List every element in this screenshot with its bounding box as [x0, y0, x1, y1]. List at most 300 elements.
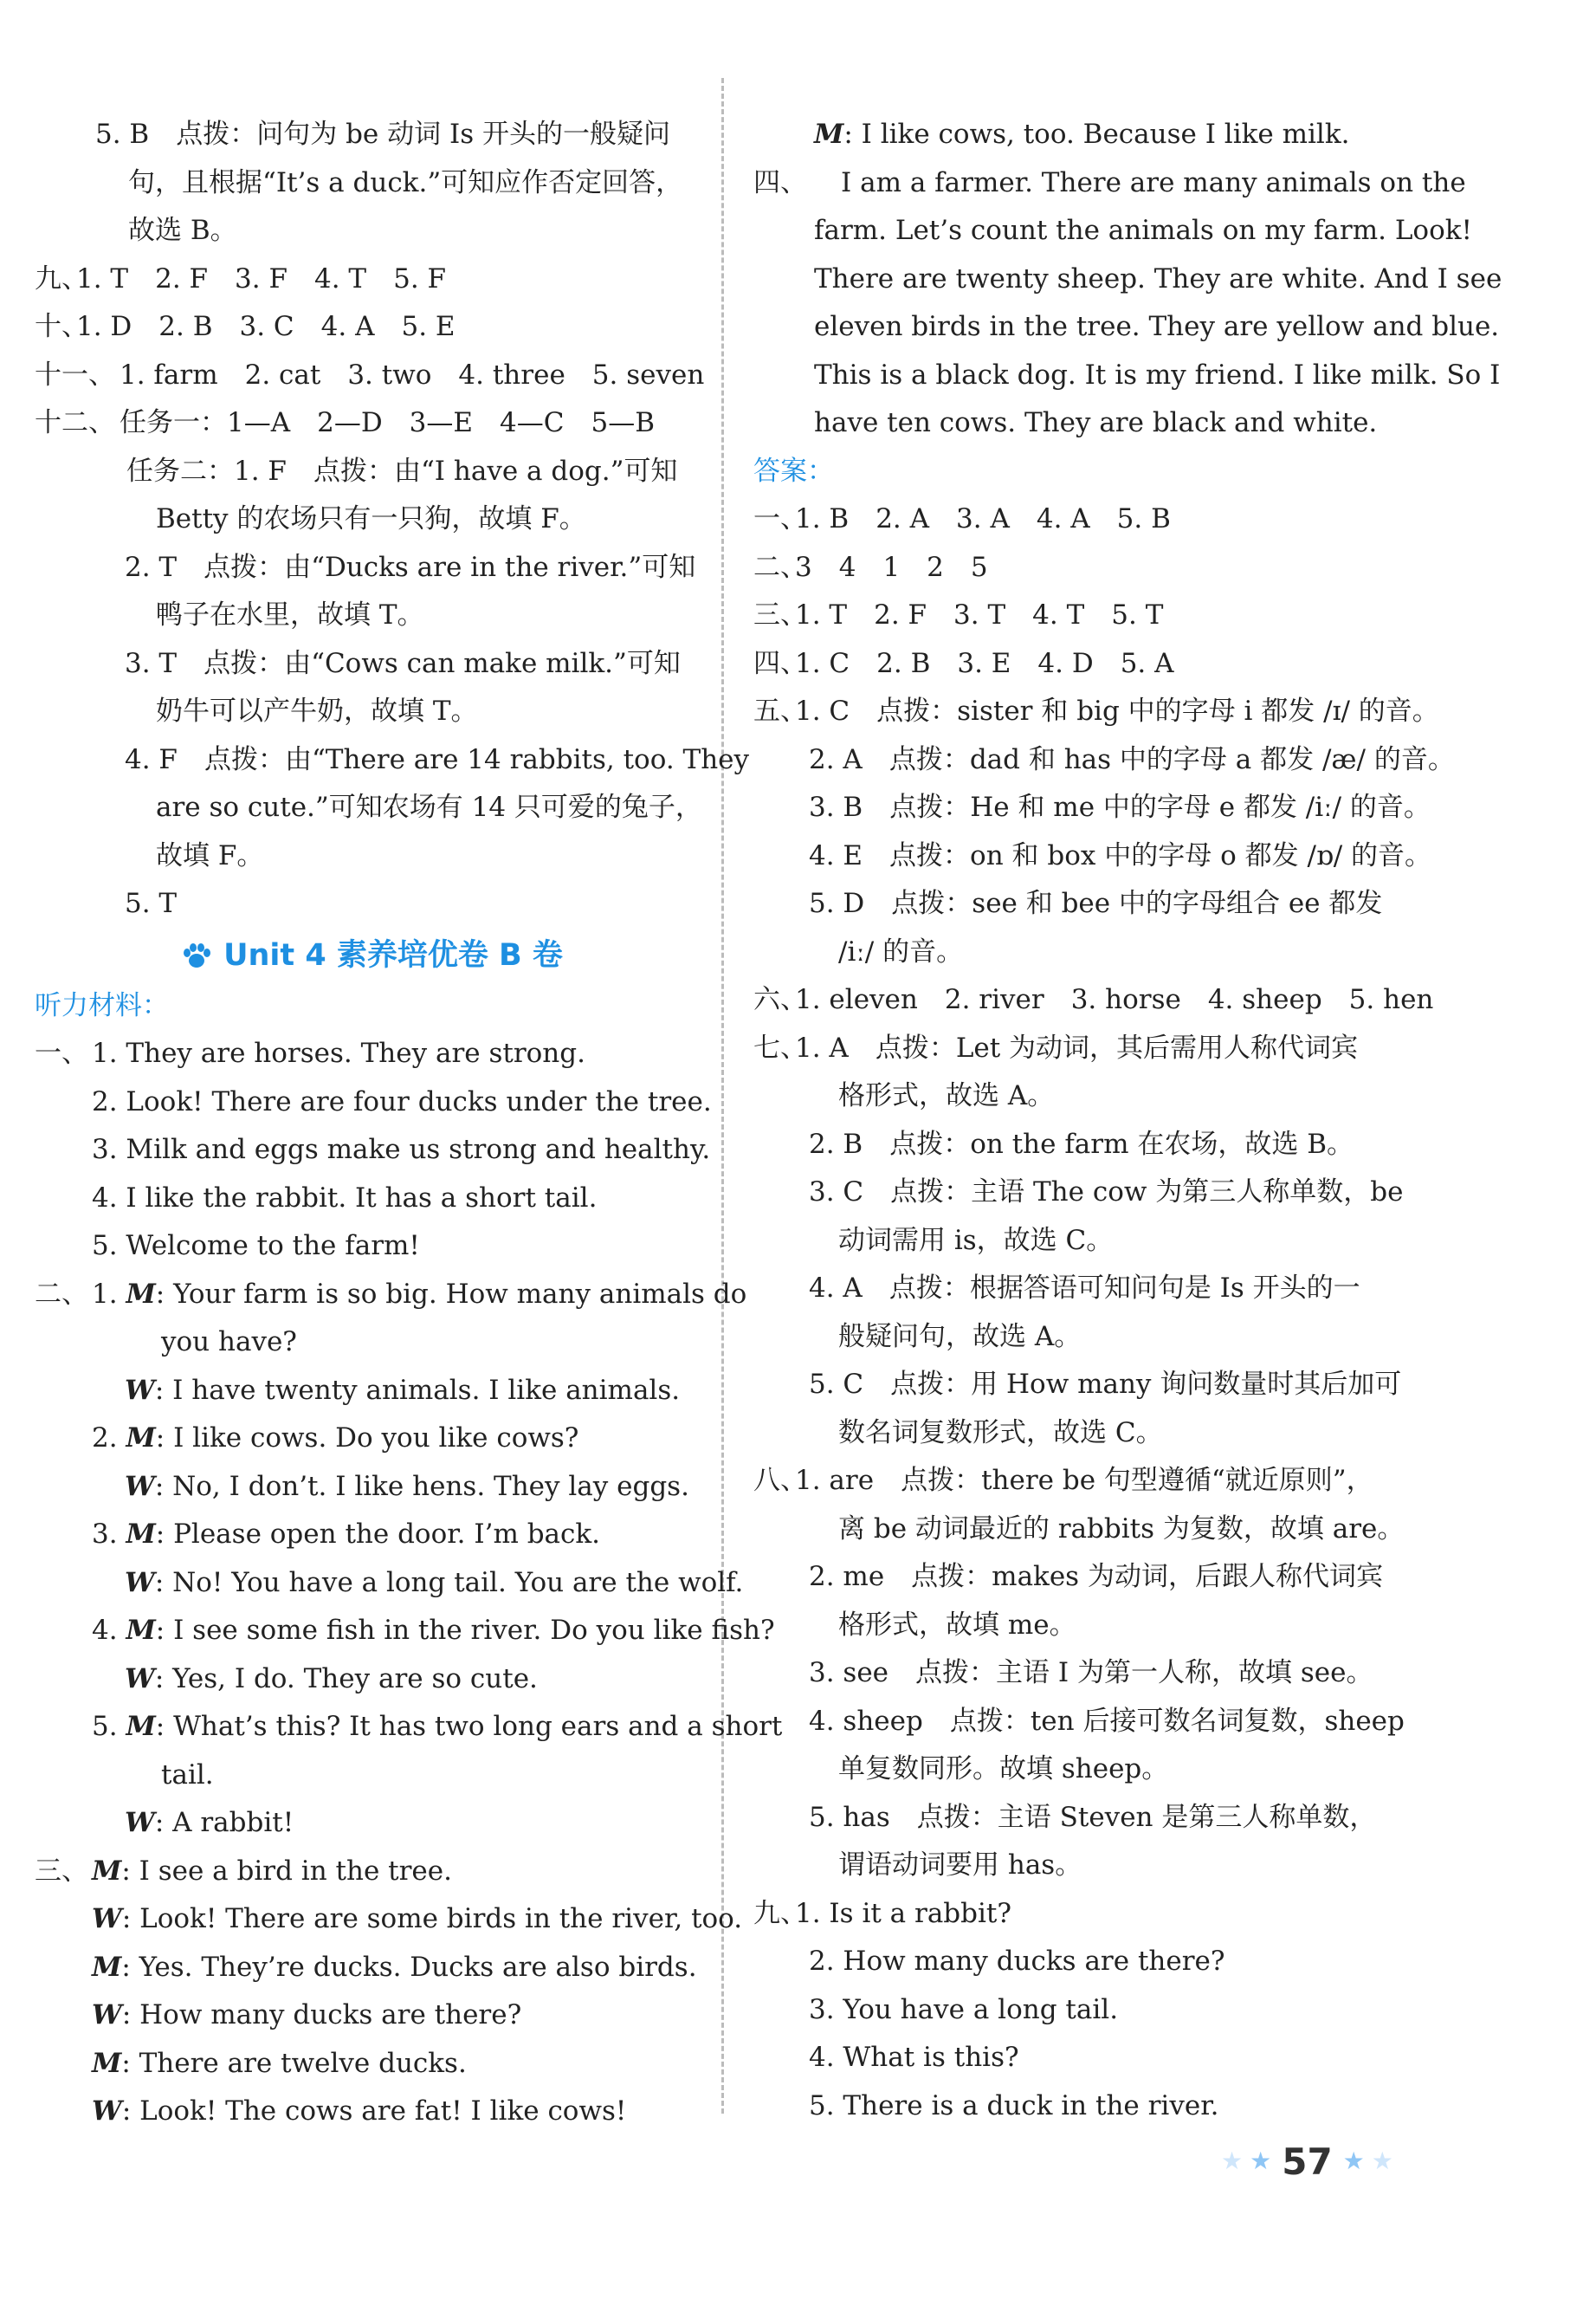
column-divider — [721, 78, 724, 2114]
line-text — [838, 1409, 1163, 1458]
line-text — [125, 1367, 680, 1415]
speaker-label: W — [125, 1566, 155, 1598]
text-line — [753, 784, 1429, 832]
speaker-line: : Please open the door. I’m back. — [155, 1519, 601, 1550]
line-text-main: 2. Look! There are four ducks under the tree. — [92, 1085, 712, 1117]
line-text-main: 2. T 点拨：由“Ducks are in the river.”可知 — [125, 551, 696, 583]
line-text-main: 2. — [92, 1422, 118, 1454]
line-text-main: 离 be 动词最近的 rabbits 为复数，故填 are。 — [838, 1512, 1405, 1545]
line-text — [814, 303, 1499, 352]
line-text — [92, 1271, 746, 1319]
section-marker: 二、 — [753, 551, 807, 583]
line-text — [809, 784, 1431, 832]
listening-lines — [35, 1030, 783, 2136]
line-text — [809, 1986, 1118, 2035]
text-line — [35, 1463, 710, 1512]
text-line — [753, 544, 1429, 593]
line-text-main: 故填 F。 — [156, 839, 264, 871]
text-line — [753, 399, 1429, 448]
text-line — [753, 880, 1429, 929]
line-text-main: 5. There is a duck in the river. — [809, 2089, 1219, 2121]
line-text-main: 动词需用 is，故选 C。 — [838, 1224, 1114, 1256]
text-line — [35, 2088, 710, 2136]
section-marker: 十二、 — [35, 407, 115, 438]
line-text — [156, 495, 586, 544]
speaker-label: W — [125, 1470, 155, 1502]
text-line — [753, 1938, 1429, 1986]
section-marker: 一、 — [35, 1038, 88, 1069]
text-line — [753, 1265, 1429, 1313]
section-marker: 七、 — [753, 1032, 807, 1064]
text-line — [753, 352, 1501, 400]
line-text — [156, 832, 263, 881]
line-text — [809, 1265, 1360, 1313]
line-text — [795, 1890, 1011, 1939]
section-marker: 四、 — [753, 166, 807, 198]
text-line — [753, 736, 1455, 785]
unit-title-text: Unit 4 素养培优卷 B 卷 — [223, 937, 563, 973]
line-text — [795, 1025, 1358, 1073]
line-text — [838, 1745, 1168, 1794]
text-line — [753, 1986, 1429, 2035]
line-text-main: 任务一：1—A 2—D 3—E 4—C 5—B — [120, 407, 655, 438]
line-text-main: 1. D 2. B 3. C 4. A 5. E — [76, 311, 456, 342]
line-text — [809, 2082, 1218, 2131]
star-icon: ★ — [1371, 2147, 1393, 2175]
line-text — [838, 1506, 1404, 1554]
line-text-main: 3 4 1 2 5 — [795, 551, 988, 583]
line-text — [156, 592, 424, 640]
text-line — [35, 256, 710, 304]
line-text — [814, 352, 1500, 400]
text-line — [753, 207, 1472, 256]
line-text — [838, 1072, 1054, 1121]
speaker-line: : I see some fish in the river. Do you like fish? — [155, 1615, 775, 1646]
line-text-main: 1. eleven 2. river 3. horse 4. sheep 5. hen — [795, 984, 1434, 1015]
text-line — [753, 688, 1439, 736]
section-marker: 九、 — [753, 1897, 807, 1929]
text-line — [753, 1121, 1429, 1169]
text-line — [753, 1602, 1429, 1650]
line-text-main: 4. sheep 点拨：ten 后接可数名词复数，sheep — [809, 1705, 1405, 1737]
line-text-main: 1. B 2. A 3. A 4. A 5. B — [795, 503, 1171, 534]
star-icon: ★ — [1221, 2147, 1244, 2175]
text-line — [753, 1361, 1429, 1409]
speaker-label: M — [126, 1278, 156, 1310]
section-marker: 十、 — [35, 311, 88, 342]
line-text-main: 3. see 点拨：主语 I 为第一人称，故填 see。 — [809, 1657, 1373, 1688]
text-line — [35, 1222, 710, 1271]
line-text-main: 1. Is it a rabbit? — [795, 1897, 1011, 1929]
line-text-main: 谓语动词要用 has。 — [838, 1849, 1082, 1881]
text-line — [35, 1991, 710, 2040]
line-text-main: 1. C 点拨：sister 和 big 中的字母 i 都发 /ɪ/ 的音。 — [795, 696, 1439, 727]
line-text — [161, 1752, 214, 1800]
line-text — [92, 1848, 452, 1896]
text-line — [753, 832, 1432, 881]
text-line — [35, 1752, 710, 1800]
line-text — [125, 1799, 294, 1848]
section-marker: 二、 — [35, 1278, 88, 1310]
text-line — [753, 1072, 1429, 1121]
speaker-line: : No! You have a long tail. You are the wolf. — [154, 1566, 744, 1598]
line-text-main: 4. F 点拨：由“There are 14 rabbits, too. They — [125, 743, 750, 775]
text-line — [753, 976, 1434, 1025]
line-text — [92, 1222, 420, 1271]
answers-label: 答案： — [753, 455, 834, 487]
line-text-main: 3. Milk and eggs make us strong and healthy. — [92, 1134, 711, 1165]
right-column — [753, 111, 1502, 2130]
text-line — [753, 1313, 1429, 1362]
line-text-main: 4. — [92, 1615, 118, 1646]
text-line — [35, 832, 710, 881]
section-marker: 八、 — [753, 1465, 807, 1496]
text-line — [35, 1367, 710, 1415]
text-line — [753, 1890, 1429, 1939]
text-line — [35, 1944, 710, 1992]
line-text — [838, 929, 963, 977]
line-text-main: 1. C 2. B 3. E 4. D 5. A — [795, 647, 1174, 679]
speaker-line: : No, I don’t. I like hens. They lay eggs. — [154, 1470, 689, 1502]
section-marker: 三、 — [35, 1855, 88, 1887]
line-text — [92, 1030, 585, 1078]
text-line — [753, 592, 1429, 640]
line-text-main: 句，且根据“It’s a duck.”可知应作否定回答， — [128, 166, 683, 198]
line-text — [95, 111, 670, 159]
line-text-main: 1. farm 2. cat 3. two 4. three 5. seven — [120, 359, 705, 391]
line-text — [92, 1078, 712, 1127]
page-number-area — [1221, 2135, 1412, 2187]
text-line — [35, 448, 710, 496]
text-line — [35, 640, 710, 689]
line-text — [809, 1698, 1405, 1746]
line-text — [125, 1559, 743, 1608]
star-icon: ★ — [1250, 2147, 1272, 2175]
line-text-main: 格形式，故填 me。 — [838, 1609, 1076, 1641]
speaker-line: : A rabbit! — [154, 1807, 294, 1838]
line-text — [809, 2034, 1019, 2082]
text-line — [753, 1169, 1429, 1217]
line-text-main: 4. What is this? — [809, 2042, 1019, 2073]
text-line — [35, 1511, 710, 1559]
text-line — [753, 2082, 1429, 2131]
line-text-main: are so cute.”可知农场有 14 只可爱的兔子， — [156, 792, 702, 823]
line-text-main: 4. E 点拨：on 和 box 中的字母 o 都发 /ɒ/ 的音。 — [809, 839, 1432, 871]
speaker-label: W — [92, 2095, 122, 2127]
text-line — [35, 111, 710, 159]
line-text — [92, 1895, 742, 1944]
line-text-main: 5. Welcome to the farm! — [92, 1230, 420, 1261]
line-text-main: /iː/ 的音。 — [838, 936, 964, 968]
line-text-main: 般疑问句，故选 A。 — [838, 1320, 1082, 1352]
line-text — [814, 399, 1377, 448]
line-text-main: 3. You have a long tail. — [809, 1993, 1119, 2025]
line-text — [814, 111, 1349, 159]
line-text — [795, 544, 988, 593]
line-text-main: 5. — [92, 1711, 118, 1742]
section-marker: 九、 — [35, 262, 88, 295]
speaker-label: W — [125, 1807, 155, 1838]
line-text-main: 任务二：1. F 点拨：由“I have a dog.”可知 — [126, 455, 678, 487]
text-line — [35, 592, 710, 640]
line-text — [125, 544, 695, 593]
speaker-line: : What’s this? It has two long ears and a short — [155, 1711, 783, 1742]
line-text — [120, 399, 655, 448]
text-line — [753, 2034, 1429, 2082]
line-text — [76, 256, 446, 304]
line-text — [795, 976, 1433, 1025]
line-text — [795, 495, 1171, 544]
text-line — [35, 2040, 710, 2089]
line-text — [809, 1553, 1383, 1602]
line-text-main: 2. B 点拨：on the farm 在农场，故选 B。 — [809, 1128, 1354, 1160]
text-line — [35, 1318, 710, 1367]
speaker-label: W — [92, 1999, 122, 2030]
line-text-main: Betty 的农场只有一只狗，故填 F。 — [156, 503, 586, 534]
line-text-main: 3. B 点拨：He 和 me 中的字母 e 都发 /iː/ 的音。 — [809, 792, 1431, 823]
line-text — [125, 1655, 538, 1704]
line-text — [76, 303, 456, 352]
text-line — [753, 1698, 1429, 1746]
line-text-main: tail. — [161, 1758, 214, 1791]
text-line — [35, 1848, 710, 1896]
star-icon: ★ — [1342, 2147, 1365, 2175]
line-text — [92, 2088, 626, 2136]
line-text-main: I am a farmer. There are many animals on the — [814, 166, 1466, 198]
left-column — [35, 111, 783, 2136]
line-text — [92, 1511, 600, 1559]
line-text-main: 4. A 点拨：根据答语可知问句是 Is 开头的一 — [809, 1273, 1360, 1304]
line-text-main: 5. C 点拨：用 How many 询问数量时其后加可 — [809, 1369, 1402, 1400]
speaker-line: : There are twelve ducks. — [121, 2047, 467, 2079]
line-text-main: 1. T 2. F 3. F 4. T 5. F — [76, 262, 447, 295]
line-text — [92, 1991, 521, 2040]
text-line — [35, 1030, 710, 1078]
text-line — [35, 159, 710, 208]
line-text — [126, 448, 677, 496]
text-line — [753, 929, 1429, 977]
line-text-main: This is a black dog. It is my friend. I like milk. So I — [814, 359, 1501, 391]
line-text — [156, 784, 702, 832]
text-line — [753, 495, 1429, 544]
line-text — [156, 688, 478, 736]
line-text-main: 1. — [92, 1278, 118, 1310]
line-text — [161, 1318, 297, 1367]
line-text — [125, 1463, 689, 1512]
right-answer-lines — [753, 495, 1455, 2130]
text-line — [753, 1457, 1429, 1506]
paw-icon — [182, 943, 211, 969]
line-text — [809, 1794, 1376, 1842]
text-line — [35, 1799, 710, 1848]
speaker-line: : How many ducks are there? — [121, 1999, 522, 2030]
line-text-main: 奶牛可以产牛奶，故填 T。 — [156, 696, 478, 727]
listening-label: 听力材料： — [35, 989, 169, 1021]
speaker-line: : Look! There are some birds in the river, too. — [121, 1903, 743, 1934]
line-text-main: farm. Let’s count the animals on my farm. Look! — [814, 215, 1472, 246]
line-text-main: 3. C 点拨：主语 The cow 为第三人称单数，be — [809, 1176, 1404, 1208]
text-line — [35, 880, 710, 929]
text-line — [753, 640, 1429, 689]
line-text-main: 5. has 点拨：主语 Steven 是第三人称单数， — [809, 1801, 1377, 1833]
line-text-main: 4. I like the rabbit. It has a short tail. — [92, 1182, 598, 1214]
speaker-line: : Look! The cows are fat! I like cows! — [121, 2095, 627, 2127]
line-text — [809, 736, 1455, 785]
line-text-main: have ten cows. They are black and white. — [814, 407, 1378, 438]
line-text — [92, 2040, 467, 2089]
line-text-main: 单复数同形。故填 sheep。 — [838, 1753, 1169, 1784]
line-text — [809, 1649, 1373, 1698]
text-line — [35, 1703, 783, 1752]
line-text-main: 3. T 点拨：由“Cows can make milk.”可知 — [125, 647, 681, 679]
speaker-line: : I have twenty animals. I like animals. — [154, 1374, 681, 1406]
text-line — [35, 1415, 710, 1463]
line-text — [125, 880, 177, 929]
line-text — [92, 1607, 775, 1655]
speaker-line: : Your farm is so big. How many animals do — [155, 1278, 747, 1310]
text-line — [35, 1271, 747, 1319]
line-text — [125, 640, 681, 689]
text-line — [35, 1126, 710, 1175]
line-text-main: 3. — [92, 1519, 118, 1550]
line-text — [838, 1602, 1076, 1650]
text-line — [753, 159, 1466, 208]
text-line — [35, 352, 710, 400]
line-text — [92, 1175, 597, 1223]
line-text-main: 1. They are horses. They are strong. — [92, 1038, 585, 1069]
text-line — [35, 207, 710, 256]
line-text — [92, 1126, 710, 1175]
line-text-main: 鸭子在水里，故填 T。 — [156, 599, 424, 631]
unit-title — [35, 929, 710, 982]
right-listening-lines — [753, 111, 1502, 448]
line-text-main: 1. T 2. F 3. T 4. T 5. T — [795, 599, 1164, 631]
line-text — [838, 1217, 1113, 1266]
speaker-label: M — [126, 1519, 156, 1550]
line-text — [809, 832, 1431, 881]
text-line — [35, 1078, 710, 1127]
line-text — [809, 1938, 1225, 1986]
line-text-main: 数名词复数形式，故选 C。 — [838, 1416, 1163, 1448]
line-text-main: 1. are 点拨：there be 句型遵循“就近原则”， — [795, 1465, 1373, 1496]
speaker-label: M — [126, 1711, 156, 1742]
section-marker: 六、 — [753, 984, 807, 1015]
line-text — [809, 1121, 1354, 1169]
text-line — [35, 688, 710, 736]
line-text — [838, 1842, 1082, 1890]
line-text-main: 格形式，故选 A。 — [838, 1080, 1055, 1111]
section-marker: 一、 — [753, 503, 807, 534]
line-text — [92, 1944, 697, 1992]
text-line — [35, 736, 750, 785]
line-text-main: There are twenty sheep. They are white. And I see — [814, 262, 1502, 295]
text-line — [35, 495, 710, 544]
speaker-line: : Yes. They’re ducks. Ducks are also birds. — [121, 1951, 697, 1983]
speaker-label: W — [92, 1903, 122, 1934]
line-text — [120, 352, 704, 400]
line-text — [814, 256, 1502, 304]
text-line — [753, 1025, 1429, 1073]
text-line — [753, 1745, 1429, 1794]
line-text — [92, 1415, 578, 1463]
text-line — [753, 1649, 1429, 1698]
text-line — [753, 1506, 1429, 1554]
speaker-label: M — [92, 1855, 122, 1887]
line-text — [795, 592, 1163, 640]
line-text — [125, 736, 749, 785]
text-line — [35, 784, 710, 832]
line-text — [809, 880, 1382, 929]
speaker-line: : I like cows, too. Because I like milk. — [843, 119, 1350, 150]
line-text — [128, 207, 237, 256]
text-line — [35, 1895, 743, 1944]
speaker-label: M — [126, 1615, 156, 1646]
text-line — [35, 303, 710, 352]
section-marker: 四、 — [753, 647, 807, 679]
speaker-label: M — [126, 1422, 156, 1454]
line-text-main: 5. T — [125, 888, 178, 919]
text-line — [35, 1559, 744, 1608]
text-line — [35, 1175, 710, 1223]
text-line — [35, 399, 710, 448]
line-text-main: 1. A 点拨：Let 为动词，其后需用人称代词宾 — [795, 1032, 1359, 1064]
section-marker: 十一、 — [35, 359, 115, 391]
line-text — [128, 159, 682, 208]
line-text-main: 故选 B。 — [128, 215, 237, 246]
text-line — [35, 1655, 710, 1704]
left-answer-lines — [35, 111, 750, 929]
line-text — [809, 1169, 1403, 1217]
text-line — [753, 256, 1502, 304]
text-line — [35, 544, 710, 593]
line-text-main: 2. A 点拨：dad 和 has 中的字母 a 都发 /æ/ 的音。 — [809, 743, 1455, 775]
line-text — [838, 1313, 1081, 1362]
page-number: 57 — [1282, 2140, 1333, 2183]
text-line — [753, 1553, 1429, 1602]
text-line — [753, 1842, 1429, 1890]
text-line — [35, 1607, 775, 1655]
text-line — [753, 111, 1429, 159]
text-line — [753, 1794, 1429, 1842]
section-marker: 五、 — [753, 696, 807, 727]
line-text — [814, 207, 1472, 256]
speaker-label: W — [125, 1374, 155, 1406]
text-line — [753, 1217, 1429, 1266]
speaker-label: M — [92, 2047, 122, 2079]
line-text-main: 2. me 点拨：makes 为动词，后跟人称代词宾 — [809, 1561, 1383, 1592]
line-text-main: 5. B 点拨：问句为 be 动词 Is 开头的一般疑问 — [95, 119, 670, 150]
speaker-label: M — [814, 119, 844, 150]
speaker-line: : Yes, I do. They are so cute. — [154, 1662, 538, 1694]
line-text-main: 5. D 点拨：see 和 bee 中的字母组合 ee 都发 — [809, 888, 1383, 919]
line-text — [92, 1703, 782, 1752]
text-line — [753, 1409, 1429, 1458]
speaker-line: : I like cows. Do you like cows? — [155, 1422, 579, 1454]
line-text — [814, 159, 1466, 208]
line-text — [795, 640, 1174, 689]
text-line — [753, 303, 1500, 352]
line-text — [809, 1361, 1401, 1409]
speaker-line: : I see a bird in the tree. — [121, 1855, 452, 1887]
section-marker: 三、 — [753, 599, 807, 631]
line-text-main: you have? — [161, 1326, 297, 1357]
line-text — [795, 688, 1439, 736]
line-text — [795, 1457, 1373, 1506]
line-text-main: eleven birds in the tree. They are yellow and blue. — [814, 311, 1500, 342]
speaker-label: M — [92, 1951, 122, 1983]
speaker-label: W — [125, 1662, 155, 1694]
line-text-main: 2. How many ducks are there? — [809, 1946, 1225, 1977]
